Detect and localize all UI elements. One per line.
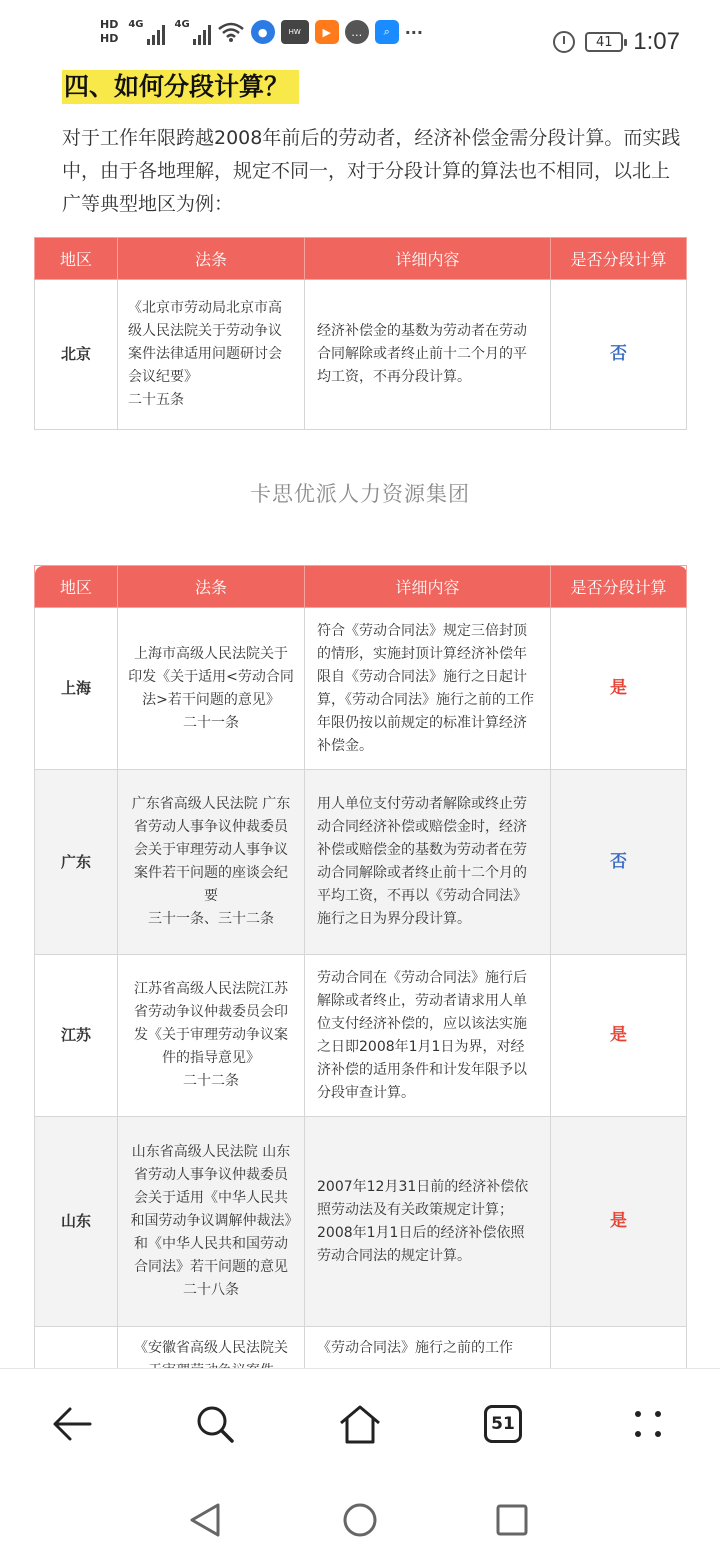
wifi-icon — [217, 21, 245, 43]
row-law: 广东省高级人民法院 广东省劳动人事争议仲裁委员会关于审理劳动人事争议案件若干问题的座谈会纪要 三十一条、三十二条 — [118, 770, 305, 955]
row-detail: 用人单位支付劳动者解除或终止劳动合同经济补偿或赔偿金时，经济补偿或赔偿金的基数为劳动者在劳动合同解除或者终止前十二个月的平均工资，不再以《劳动合同法》施行之日为界分段计算。 — [305, 770, 551, 955]
more-notifications: ··· — [404, 22, 423, 42]
system-nav-bar — [0, 1478, 720, 1560]
search-icon[interactable] — [190, 1399, 240, 1449]
recents-square-icon[interactable] — [492, 1500, 532, 1540]
header-detail: 详细内容 — [305, 238, 551, 280]
row-law: 上海市高级人民法院关于印发《关于适用<劳动合同法>若干问题的意见》 二十一条 — [118, 608, 305, 770]
table-row — [35, 608, 687, 770]
row-region: 江苏 — [35, 955, 118, 1117]
hd1-label: HD — [100, 18, 119, 31]
hd-indicator — [100, 18, 118, 46]
more-dots-icon[interactable] — [623, 1399, 673, 1449]
alarm-icon — [553, 31, 575, 53]
row-region: 上海 — [35, 608, 118, 770]
signal-1-icon — [128, 19, 164, 45]
row-answer: 是 — [551, 1117, 687, 1327]
table-row — [35, 955, 687, 1117]
message-icon: … — [345, 20, 369, 44]
table-row — [35, 770, 687, 955]
comparison-table-1 — [34, 237, 687, 430]
table-header-row — [35, 566, 687, 608]
row-answer: 是 — [551, 955, 687, 1117]
net2-label: 4G — [174, 19, 190, 30]
row-answer: 是 — [551, 608, 687, 770]
header-segmented: 是否分段计算 — [551, 566, 687, 608]
clock: 1:07 — [633, 28, 680, 55]
row-answer: 否 — [551, 770, 687, 955]
row-law: 江苏省高级人民法院江苏省劳动争议仲裁委员会印发《关于审理劳动争议案件的指导意见》 二十二条 — [118, 955, 305, 1117]
search-app-icon: ⌕ — [375, 20, 399, 44]
row-region: 北京 — [35, 280, 118, 430]
header-law: 法条 — [118, 566, 305, 608]
row-detail: 经济补偿金的基数为劳动者在劳动合同解除或者终止前十二个月的平均工资，不再分段计算。 — [305, 280, 551, 430]
row-detail: 《劳动合同法》施行之前的工作 — [305, 1327, 551, 1447]
row-law: 《北京市劳动局北京市高级人民法院关于劳动争议案件法律适用问题研讨会会议纪要》 二十五条 — [118, 280, 305, 430]
browser-bottom-nav — [0, 1368, 720, 1478]
hd2-label: HD — [100, 32, 119, 45]
tab-count: 51 — [491, 1414, 515, 1434]
row-detail: 劳动合同在《劳动合同法》施行后解除或者终止，劳动者请求用人单位支付经济补偿的，应以该法实施之日即2008年1月1日为界，对经济补偿的适用条件和计发年限予以分段审查计算。 — [305, 955, 551, 1117]
row-law: 山东省高级人民法院 山东省劳动人事争议仲裁委员会关于适用《中华人民共和国劳动争议调解仲裁法》和《中华人民共和国劳动合同法》若干问题的意见 二十八条 — [118, 1117, 305, 1327]
status-bar — [0, 0, 720, 70]
comparison-table-2 — [34, 565, 687, 1447]
row-law: 《安徽省高级人民法院关 — [118, 1327, 305, 1447]
row-detail: 2007年12月31日前的经济补偿依照劳动法及有关政策规定计算；2008年1月1日后的经济补偿依照劳动合同法的规定计算。 — [305, 1117, 551, 1327]
header-detail: 详细内容 — [305, 566, 551, 608]
header-region: 地区 — [35, 566, 118, 608]
watermark-text: 卡思优派人力资源集团 — [250, 482, 470, 506]
browser-app-icon: ● — [251, 20, 275, 44]
home-icon[interactable] — [335, 1399, 385, 1449]
battery-icon — [585, 32, 623, 52]
table-header-row — [35, 238, 687, 280]
table-row — [35, 280, 687, 430]
section-title: 四、如何分段计算？ — [62, 70, 299, 104]
header-region: 地区 — [35, 238, 118, 280]
header-segmented: 是否分段计算 — [551, 238, 687, 280]
row-detail: 符合《劳动合同法》规定三倍封顶的情形，实施封顶计算经济补偿年限自《劳动合同法》施行之日起计算，《劳动合同法》施行之前的工作年限仍按以前规定的标准计算经济补偿金。 — [305, 608, 551, 770]
row-region: 山东 — [35, 1117, 118, 1327]
header-law: 法条 — [118, 238, 305, 280]
home-circle-icon[interactable] — [340, 1500, 380, 1540]
signal-2-icon — [175, 19, 211, 45]
battery-level: 41 — [596, 34, 613, 50]
table-row — [35, 1117, 687, 1327]
tabs-icon[interactable] — [478, 1399, 528, 1449]
back-arrow-icon[interactable] — [47, 1399, 97, 1449]
row-region: 广东 — [35, 770, 118, 955]
row-answer: 否 — [551, 280, 687, 430]
intro-paragraph: 对于工作年限跨越2008年前后的劳动者，经济补偿金需分段计算。而实践中，由于各地理解，规定不同一，对于分段计算的算法也不相同，以北上广等典型地区为例： — [62, 127, 681, 215]
video-app-icon: ▶ — [315, 20, 339, 44]
article-content[interactable] — [0, 70, 720, 1368]
back-triangle-icon[interactable] — [185, 1500, 225, 1540]
net1-label: 4G — [128, 19, 144, 30]
huawei-app-icon: HW — [281, 20, 309, 44]
